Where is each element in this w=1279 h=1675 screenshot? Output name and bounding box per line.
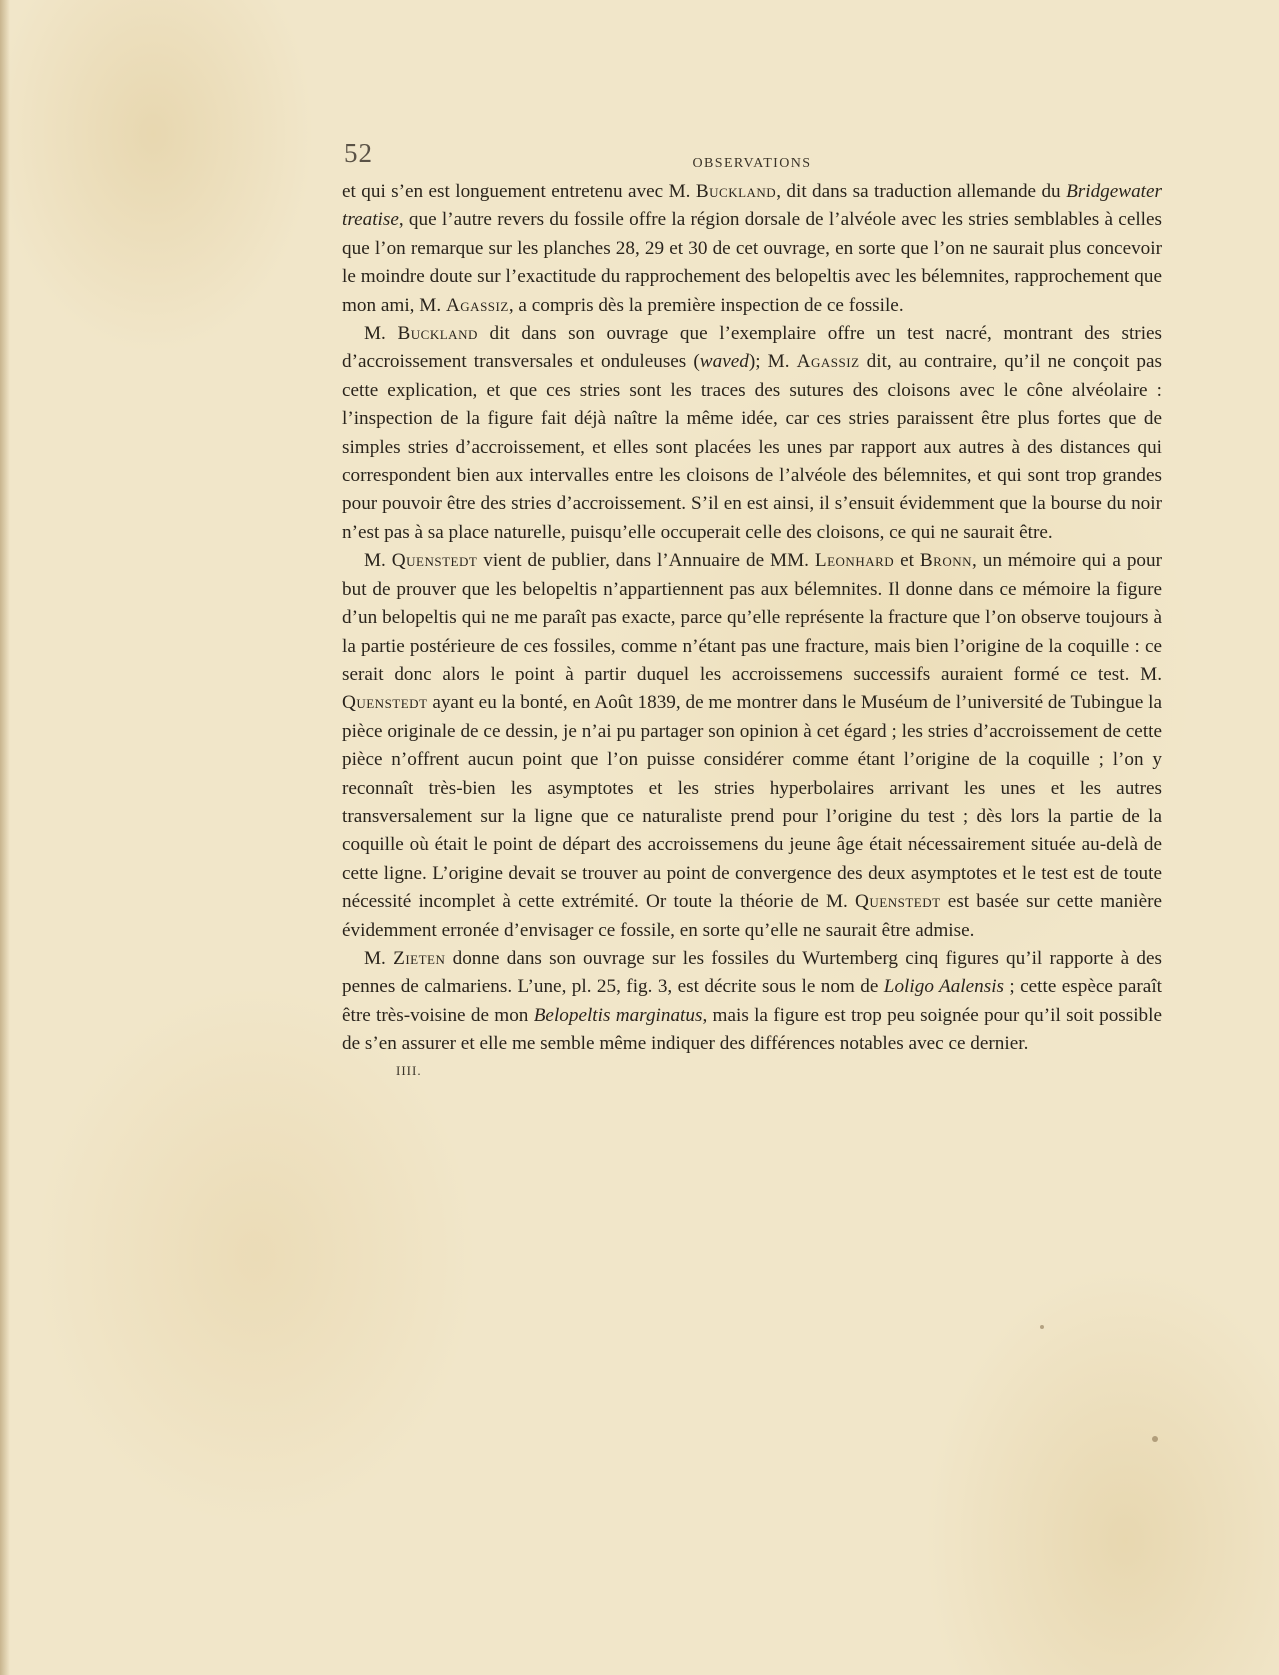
italic-term: waved: [699, 351, 749, 373]
text-run: , que l’autre revers du fossile offre la région dorsale de l’alvéole avec les stries semblables à celles que l’on remarque sur les planches 28, 29 et 30 de cet ouvrage, en sorte que l’on ne saurait plus concevoir le moindre doute sur l’exactitude du rapprochement des belopeltis avec les bélemnites, rapprochement que mon ami, M.: [342, 209, 1162, 316]
body-text: [342, 178, 1162, 1059]
author-name: Quenstedt: [855, 891, 941, 913]
author-name: Quenstedt: [391, 550, 478, 572]
author-name: Agassiz: [796, 351, 860, 373]
paper-speck: [1040, 1325, 1044, 1329]
text-run: , un mémoire qui a pour but de prouver que les belopeltis n’appartiennent pas aux bélemnites. Il donne dans ce mémoire la figure d’un belopeltis qui ne me paraît pas exacte, parce qu’elle représente la fracture que l’on observe toujours à la partie postérieure de ces fossiles, comme n’étant pas une fracture, mais bien l’origine de la coquille : ce serait donc alors le point à partir duquel les accroissemens successifs auraient formé ce test. M.: [342, 550, 1163, 685]
paragraph: [342, 320, 1162, 547]
author-name: Zieten: [393, 947, 446, 969]
paper-speck: [1152, 1436, 1158, 1442]
text-run: , mais la figure est trop peu soignée pour qu’il soit possible de s’en assurer et elle me semble même indiquer des différences notables avec ce dernier.: [342, 1004, 1163, 1055]
text-run: dit, au contraire, qu’il ne conçoit pas cette explication, et que ces stries sont les traces des sutures des cloisons avec le cône alvéolaire : l’inspection de la figure fait déjà naître la même idée, car ces stries paraissent être plus fortes que de simples stries d’accroissement, et elles sont placées les unes par rapport aux autres à des distances qui correspondent bien aux intervalles entre les cloisons de l’alvéole des bélemnites, et qui sont trop grandes pour pouvoir être des stries d’accroissement. S’il en est ainsi, il s’ensuit évidemment que la bourse du noir n’est pas à sa place naturelle, puisqu’elle occuperait celle des cloisons, ce qui ne saurait être.: [342, 351, 1163, 543]
author-name: Buckland: [695, 181, 777, 202]
text-run: M.: [364, 550, 392, 572]
book-page: [342, 138, 1162, 1079]
running-title: OBSERVATIONS: [692, 156, 812, 171]
text-run: est basée sur cette manière évidemment erronée d’envisager ce fossile, en sorte qu’elle ne saurait être admise.: [342, 891, 1162, 941]
author-name: Leonhard: [814, 550, 895, 572]
text-run: et: [894, 550, 920, 572]
text-run: ); M.: [748, 351, 797, 373]
text-run: M.: [364, 323, 398, 345]
page-number: 52: [344, 138, 373, 168]
text-run: ayant eu la bonté, en Août 1839, de me montrer dans le Muséum de l’université de Tubingue la pièce originale de ce dessin, je n’ai pu partager son opinion à cet égard ; les stries d’accroissement de cette pièce n’offrent aucun point que l’on puisse considérer comme étant l’origine de la coquille ; l’on y reconnaît très-bien les asymptotes et les stries hyperbolaires arrivant les unes et les autres transversalement sur la ligne que ce naturaliste prend pour l’origine du test ; dès lors la partie de la coquille où était le point de départ des accroissemens du jeune âge était nécessairement située au-delà de cette ligne. L’origine devait se trouver au point de convergence des deux asymptotes et le test est de toute nécessité incomplet à cette extrémité. Or toute la théorie de M.: [342, 692, 1162, 913]
author-name: Agassiz: [445, 294, 509, 316]
text-run: ; cette espèce paraît être très-voisine de mon: [342, 976, 1162, 1026]
text-run: donne dans son ouvrage sur les fossiles du Wurtemberg cinq figures qu’il rapporte à des pennes de calmariens. L’une, pl. 25, fig. 3, est décrite sous le nom de: [342, 947, 1162, 998]
author-name: Bronn: [919, 550, 972, 572]
italic-term: Loligo Aalensis: [883, 976, 1004, 998]
text-run: , dit dans sa traduction allemande du: [776, 181, 1067, 202]
text-run: dit dans son ouvrage que l’exemplaire offre un test nacré, montrant des stries d’accroissement transversales et onduleuses (: [342, 323, 1163, 373]
italic-term: Belopeltis marginatus: [533, 1004, 703, 1026]
running-head: [342, 138, 1162, 178]
paragraph: [342, 178, 1162, 320]
author-name: Buckland: [397, 323, 478, 345]
paragraph: [342, 945, 1162, 1059]
signature-mark: IIII.: [396, 1062, 422, 1078]
italic-term: Bridgewater treatise: [342, 181, 1162, 231]
text-run: vient de publier, dans l’Annuaire de MM.: [477, 550, 815, 572]
text-run: , a compris dès la première inspection de ce fossile.: [508, 294, 904, 316]
text-run: M.: [364, 947, 394, 969]
paragraph: [342, 547, 1162, 945]
text-run: et qui s’en est longuement entretenu avec M.: [342, 181, 696, 202]
page-edge-shadow: [0, 0, 10, 1675]
author-name: Quenstedt: [342, 692, 428, 714]
